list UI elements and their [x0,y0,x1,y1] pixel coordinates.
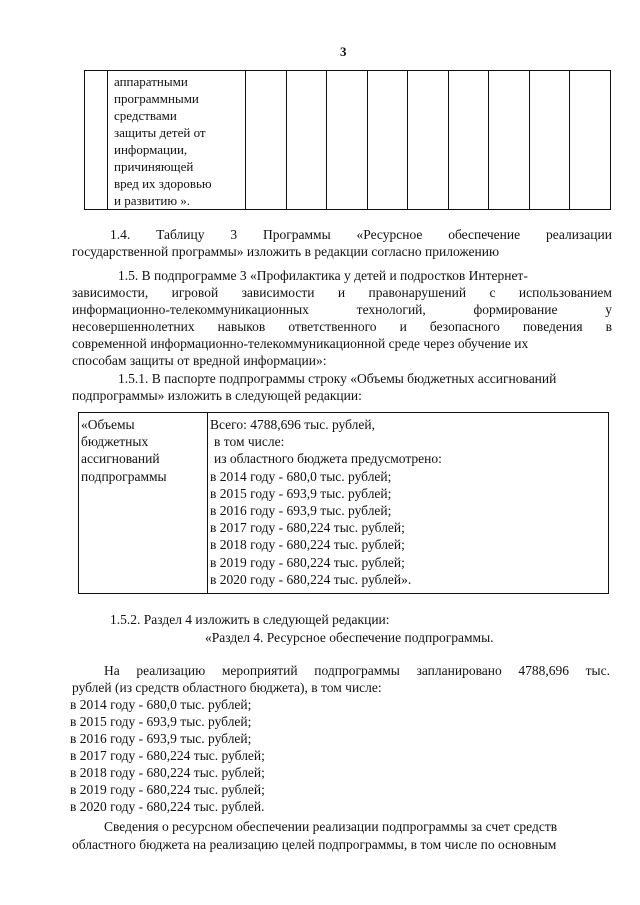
word: несовершеннолетних [72,319,195,334]
cell-line: причиняющей [114,159,194,174]
word: На [104,663,120,678]
para-1-5-line-6: способам защиты от вредной информации»: [72,353,327,368]
table-cell-empty [489,71,530,210]
word: Таблицу [156,227,205,242]
value-line: в 2020 году - 680,224 тыс. рублей». [210,571,412,587]
year-line: в 2014 году - 680,0 тыс. рублей; [70,697,252,712]
word: использованием [518,285,612,300]
para-1-4-line-2: государственной программы» изложить в редакции согласно приложению [72,244,500,259]
para-1-4-line-1 [110,226,612,243]
word: и [337,285,346,300]
continuation-table [84,70,611,210]
word: обеспечение [448,227,521,242]
para-1-5-2-line-2: «Раздел 4. Ресурсное обеспечение подпрограммы. [205,630,494,645]
word: правонарушений [368,285,467,300]
word: реализации [545,227,612,242]
table-cell-empty [529,71,570,210]
section4-closing-line-1: Сведения о ресурсном обеспечении реализации подпрограммы за счет средств [104,819,558,834]
para-1-5-1-line-1: 1.5.1. В паспорте подпрограммы строку «Объемы бюджетных ассигнований [118,371,557,386]
para-1-5-line-2 [72,284,612,301]
year-line: в 2016 году - 693,9 тыс. рублей; [70,731,252,746]
year-line: в 2020 году - 680,224 тыс. рублей. [70,799,265,814]
label-line: подпрограммы [81,468,167,484]
word: «Ресурсное [356,227,423,242]
word: зависимости, [72,285,149,300]
cell-line: информации, [114,142,188,157]
value-line: в 2014 году - 680,0 тыс. рублей; [210,468,392,484]
section4-closing-line-2: областного бюджета на реализацию целей подпрограммы, в том числе по основным [72,837,557,852]
word: ответственного [288,319,377,334]
word: формирование [473,302,558,317]
word: мероприятий [221,663,298,678]
word: у [605,302,612,317]
word: реализацию [136,663,206,678]
word: тыс. [585,663,610,678]
table-cell-text [108,71,246,210]
label-line: ассигнований [81,451,160,467]
table-cell-empty [286,71,327,210]
value-line: в 2015 году - 693,9 тыс. рублей; [210,485,392,501]
cell-line: и развитию ». [114,193,191,208]
para-1-5-2-line-1: 1.5.2. Раздел 4 изложить в следующей редакции: [110,612,390,627]
table-cell-empty [367,71,408,210]
para-1-5-line-3 [72,301,612,318]
value-line: в том числе: [214,434,285,450]
word: с [489,285,496,300]
cell-line: аппаратными [114,74,188,89]
word: безопасного [429,319,500,334]
year-line: в 2015 году - 693,9 тыс. рублей; [70,714,252,729]
word: поведения [522,319,583,334]
budget-values-cell [208,413,609,594]
section4-intro-line-2: рублей (из средств областного бюджета), в том числе: [72,680,382,695]
cell-line: вред их здоровью [114,176,212,191]
value-line: в 2016 году - 693,9 тыс. рублей; [210,503,392,519]
table-cell-empty [570,71,611,210]
cell-line: программными [114,91,199,106]
table-cell-empty [327,71,368,210]
para-1-5-line-4 [72,318,612,335]
year-line: в 2017 году - 680,224 тыс. рублей; [70,748,265,763]
word: и [399,319,407,334]
para-1-5-line-5: современной информационно-телекоммуникационной среде через обучение их [72,336,529,351]
table-cell-empty [246,71,287,210]
word: 4788,696 [518,663,569,678]
value-line: из областного бюджета предусмотрено: [214,451,442,467]
word: подпрограммы [314,663,400,678]
label-line: «Объемы [81,417,135,432]
word: Программы [262,227,331,242]
budget-label-cell [79,413,208,594]
value-line: в 2017 году - 680,224 тыс. рублей; [210,520,405,536]
para-1-5-1-line-2: подпрограммы» изложить в следующей редакции: [72,388,362,403]
budget-volumes-table [78,412,609,594]
word: зависимости [241,285,315,300]
cell-line: средствами [114,108,177,123]
cell-line: защиты детей от [114,125,206,140]
word: 1.4. [110,227,131,242]
para-1-5-line-1: 1.5. В подпрограмме 3 «Профилактика у детей и подростков Интернет- [118,268,528,283]
value-line: в 2018 году - 680,224 тыс. рублей; [210,537,405,553]
word: технологий, [356,302,426,317]
word: 3 [230,227,238,242]
word: в [605,319,612,334]
year-line: в 2018 году - 680,224 тыс. рублей; [70,765,265,780]
table-cell-empty [448,71,489,210]
label-line: бюджетных [81,434,149,450]
table-cell-empty [85,71,108,210]
section4-intro-line-1 [104,662,610,679]
word: запланировано [416,663,502,678]
value-line: в 2019 году - 680,224 тыс. рублей; [210,554,405,570]
page-number: 3 [340,44,347,59]
year-line: в 2019 году - 680,224 тыс. рублей; [70,782,265,797]
word: навыков [217,319,266,334]
value-line: Всего: 4788,696 тыс. рублей, [210,417,375,432]
word: информационно-телекоммуникационных [72,302,309,317]
table-cell-empty [408,71,449,210]
word: игровой [171,285,219,300]
